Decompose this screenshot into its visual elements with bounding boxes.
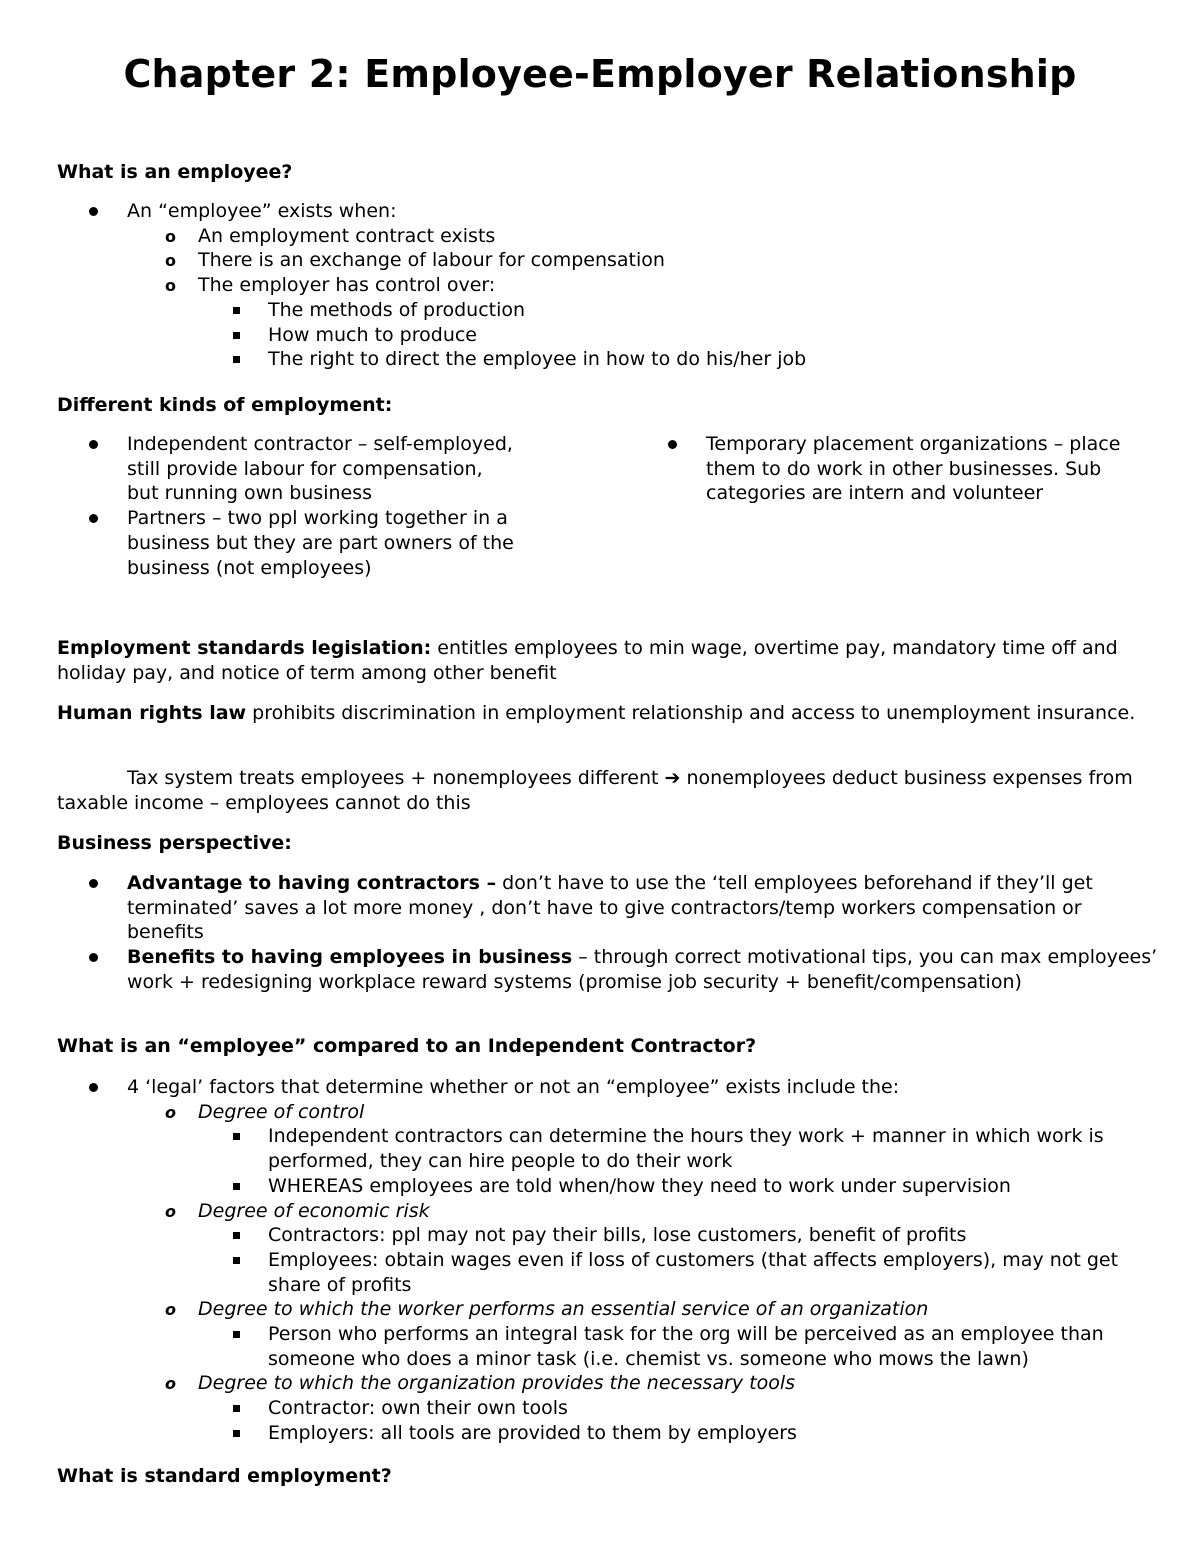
list-item: Contractor: own their own tools: [0, 1396, 1165, 1421]
list-item: Independent contractor – self-employed, still provide labour for compensation, but running own business: [57, 432, 517, 506]
bullet-dot-icon: [89, 440, 98, 449]
list-item: Benefits to having employees in business – through correct motivational tips, you can max employees’ work + redesigning workplace reward systems (promise job security + benefit/compensation): [0, 945, 1160, 994]
bullet-o-icon: o: [165, 1374, 176, 1394]
bullet-dot-icon: [89, 1083, 98, 1092]
human-rights-paragraph: Human rights law prohibits discrimination in employment relationship and access to unemployment insurance.: [57, 702, 1136, 724]
arrow-right-icon: ➔: [664, 767, 681, 789]
bullet-o-icon: o: [165, 226, 176, 246]
bullet-o-icon: o: [165, 1102, 176, 1122]
employment-standards-paragraph: Employment standards legislation: entitles employees to min wage, overtime pay, mandatory time off and holiday pay, and notice of term among other benefit: [57, 637, 1118, 684]
employee-definition-list: [0, 199, 806, 372]
list-item: The methods of production: [0, 298, 806, 323]
bullet-dot-icon: [89, 879, 98, 888]
bullet-o-icon: o: [165, 1201, 176, 1221]
bullet-dot-icon: [89, 207, 98, 216]
list-item: Partners – two ppl working together in a business but they are part owners of the business (not employees): [57, 506, 517, 580]
list-item: Independent contractors can determine the hours they work + manner in which work is performed, they can hire people to do their work: [0, 1124, 1165, 1173]
bullet-o-icon: o: [165, 1300, 176, 1320]
bullet-dot-icon: [89, 953, 98, 962]
list-item: Person who performs an integral task for the org will be perceived as an employee than someone who does a minor task (i.e. chemist vs. someone who mows the lawn): [0, 1322, 1165, 1371]
bullet-square-icon: [233, 1405, 240, 1412]
employment-kinds-left-column: [57, 432, 517, 580]
legal-factors-list: [0, 1075, 1165, 1446]
heading-what-is-employee: What is an employee?: [57, 161, 293, 183]
list-item: Employees: obtain wages even if loss of customers (that affects employers), may not get share of profits: [0, 1248, 1165, 1297]
tax-system-paragraph: Tax system treats employees + nonemployees different ➔ nonemployees deduct business expenses from taxable income – employees cannot do this: [57, 767, 1133, 814]
page-title: Chapter 2: Employee-Employer Relationship: [123, 52, 1077, 96]
list-item: o Degree of control: [165, 1100, 365, 1123]
bullet-o-icon: o: [165, 251, 176, 271]
list-item: Employers: all tools are provided to them by employers: [0, 1421, 1165, 1446]
employment-kinds-right-column: [636, 432, 1156, 506]
business-perspective-list: [0, 871, 1160, 995]
list-item: o There is an exchange of labour for compensation: [165, 249, 665, 272]
bullet-square-icon: [233, 307, 240, 314]
bullet-square-icon: [233, 1331, 240, 1338]
list-item: o Degree to which the worker performs an essential service of an organization: [165, 1298, 929, 1321]
heading-standard-employment: What is standard employment?: [57, 1465, 392, 1487]
bullet-square-icon: [233, 332, 240, 339]
heading-employee-vs-contractor: What is an “employee” compared to an Independent Contractor?: [57, 1035, 757, 1057]
list-item: An “employee” exists when:: [0, 199, 806, 224]
list-item: Contractors: ppl may not pay their bills, lose customers, benefit of profits: [0, 1223, 1165, 1248]
bullet-dot-icon: [668, 440, 677, 449]
bullet-dot-icon: [89, 514, 98, 523]
list-item: WHEREAS employees are told when/how they need to work under supervision: [0, 1174, 1165, 1199]
list-item: 4 ‘legal’ factors that determine whether or not an “employee” exists include the:: [0, 1075, 1165, 1100]
bullet-square-icon: [233, 356, 240, 363]
list-item: How much to produce: [0, 323, 806, 348]
list-item: Advantage to having contractors – don’t have to use the ‘tell employees beforehand if they’ll get terminated’ saves a lot more money , don’t have to give contractors/temp workers compensation or benefits: [0, 871, 1160, 945]
heading-kinds-of-employment: Different kinds of employment:: [57, 394, 393, 416]
list-item: o The employer has control over:: [165, 274, 496, 297]
list-item: o Degree to which the organization provides the necessary tools: [165, 1372, 796, 1395]
list-item: The right to direct the employee in how to do his/her job: [0, 347, 806, 372]
bullet-square-icon: [233, 1183, 240, 1190]
bullet-square-icon: [233, 1430, 240, 1437]
bullet-square-icon: [233, 1133, 240, 1140]
list-item: o Degree of economic risk: [165, 1199, 430, 1222]
bullet-square-icon: [233, 1232, 240, 1239]
list-item: Temporary placement organizations – place them to do work in other businesses. Sub categories are intern and volunteer: [636, 432, 1156, 506]
bullet-o-icon: o: [165, 276, 176, 296]
list-item: o An employment contract exists: [165, 224, 496, 247]
heading-business-perspective: Business perspective:: [57, 832, 292, 854]
bullet-square-icon: [233, 1257, 240, 1264]
